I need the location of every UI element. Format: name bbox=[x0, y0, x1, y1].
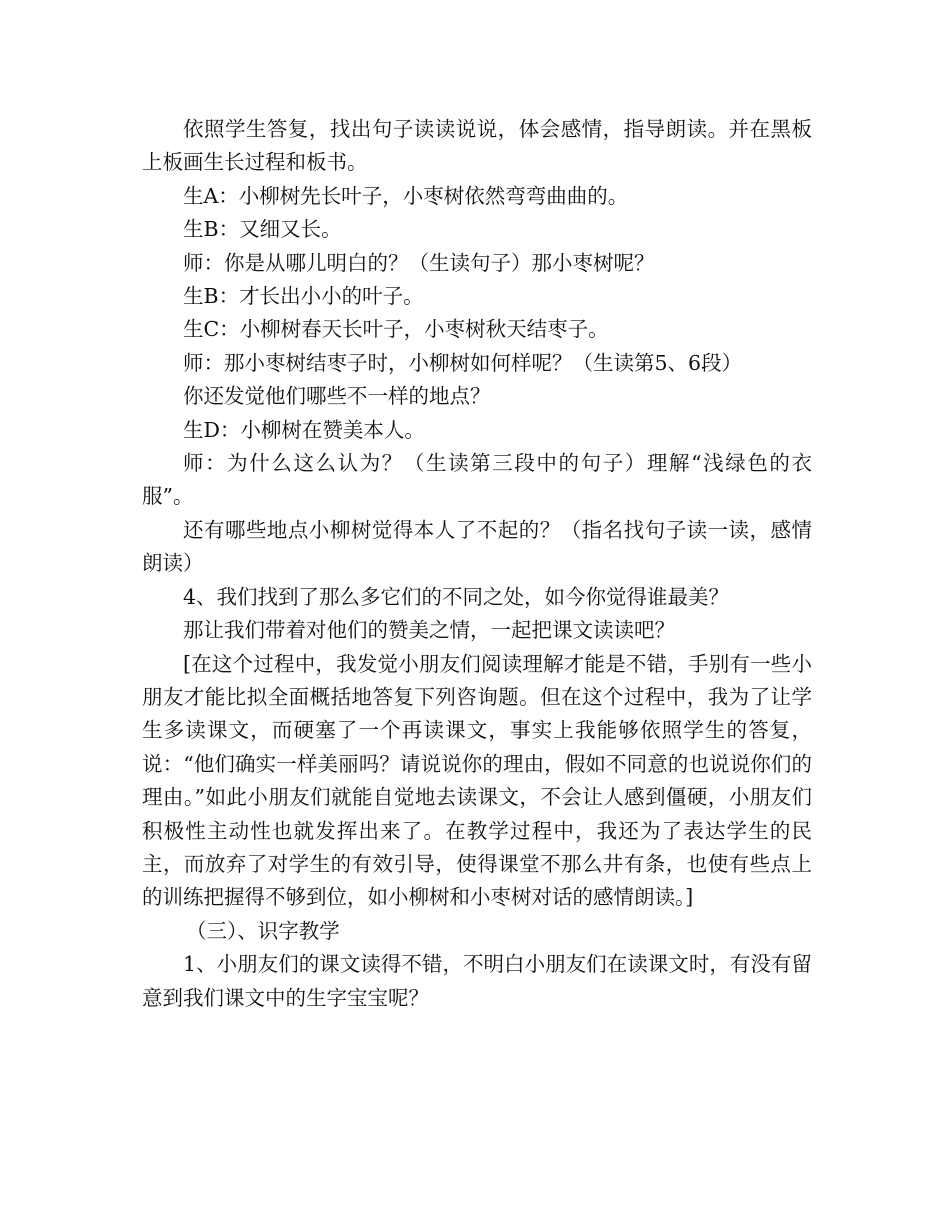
paragraph-reflection: [在这个过程中，我发觉小朋友们阅读理解才能是不错，手别有一些小朋友才能比拟全面概括地答复下列咨询题。但在这个过程中，我为了让学生多读课文，而硬塞了一个再读课文，事实上我能够依照学生的答复，说：“他们确实一样美丽吗？请说说你的理由，假如不同意的也说说你们的理由。”如此小朋友们就能自觉地去读课文，不会让人感到僵硬，小朋友们积极性主动性也就发挥出来了。在教学过程中，我还为了表达学生的民主，而放弃了对学生的有效引导，使得课堂不那么井有条，也使有些点上的训练把握得不够到位，如小柳树和小枣树对话的感情朗读。] bbox=[142, 651, 812, 910]
dialogue-line: 师：你是从哪儿明白的？（生读句子）那小枣树呢？ bbox=[183, 250, 655, 275]
dialogue-line: 生D：小柳树在赞美本人。 bbox=[183, 417, 425, 442]
paragraph: 那让我们带着对他们的赞美之情，一起把课文读读吧？ bbox=[183, 618, 675, 643]
dialogue-line: 生A：小柳树先长叶子，小枣树依然弯弯曲曲的。 bbox=[183, 183, 629, 208]
paragraph-guide: 依照学生答复，找出句子读读说说，体会感情，指导朗读。并在黑板上板画生长过程和板书。 bbox=[142, 117, 812, 175]
section-heading: （三）、识字教学 bbox=[186, 918, 340, 943]
dialogue-line: 生C：小柳树春天长叶子，小枣树秋天结枣子。 bbox=[183, 317, 609, 342]
paragraph-step-4: 4、我们找到了那么多它们的不同之处，如今你觉得谁最美？ bbox=[183, 584, 730, 609]
document-body bbox=[142, 113, 812, 1015]
paragraph: 还有哪些地点小柳树觉得本人了不起的？（指名找句子读一读，感情朗读） bbox=[142, 517, 812, 576]
dialogue-line: 生B：才长出小小的叶子。 bbox=[183, 284, 424, 309]
dialogue-line: 生B：又细又长。 bbox=[183, 217, 342, 242]
paragraph-step-1: 1、小朋友们的课文读得不错，不明白小朋友们在读课文时，有没有留意到我们课文中的生字宝宝呢？ bbox=[142, 952, 812, 1010]
dialogue-line: 你还发觉他们哪些不一样的地点？ bbox=[183, 384, 491, 409]
dialogue-line: 师：那小枣树结枣子时，小柳树如何样呢？（生读第5、6段） bbox=[183, 350, 743, 375]
dialogue-line: 师：为什么这么认为？（生读第三段中的句子）理解“浅绿色的衣服”。 bbox=[142, 451, 812, 509]
